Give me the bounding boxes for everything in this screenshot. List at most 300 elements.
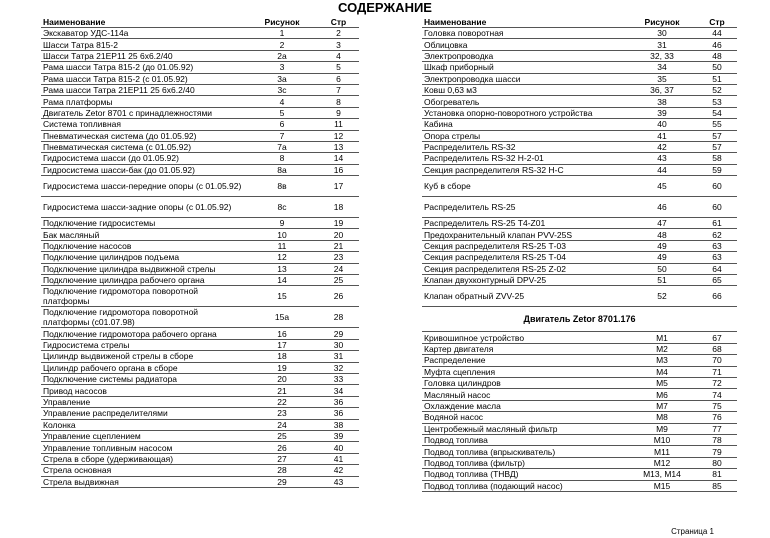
toc-row: [422, 141, 737, 152]
toc-entry-name: Экскаватор УДС-114а: [41, 28, 246, 39]
toc-row: [422, 62, 737, 73]
toc-entry-figure: 42: [627, 141, 697, 152]
toc-entry-page: 71: [697, 366, 737, 377]
toc-entry-page: 66: [697, 286, 737, 307]
toc-row: [41, 73, 359, 84]
toc-row: [422, 197, 737, 218]
toc-entry-name: Клапан двухконтурный DPV-25: [422, 275, 627, 286]
toc-entry-page: 63: [697, 240, 737, 251]
toc-entry-figure: 26: [246, 442, 318, 453]
toc-row: [41, 419, 359, 430]
toc-row: [422, 252, 737, 263]
toc-entry-figure: M10: [627, 434, 697, 445]
toc-entry-figure: 40: [627, 119, 697, 130]
toc-entry-name: Установка опорно-поворотного устройства: [422, 107, 627, 118]
toc-entry-page: 9: [318, 107, 359, 118]
toc-entry-page: 81: [697, 469, 737, 480]
toc-entry-name: Шкаф приборный: [422, 62, 627, 73]
toc-entry-figure: 27: [246, 453, 318, 464]
toc-row: [41, 328, 359, 339]
toc-entry-figure: M1: [627, 332, 697, 343]
toc-row: [41, 62, 359, 73]
toc-entry-name: Пневматическая система (с 01.05.92): [41, 141, 246, 152]
toc-entry-page: 68: [697, 343, 737, 354]
toc-entry-name: Подвод топлива (ТНВД): [422, 469, 627, 480]
header-name: Наименование: [41, 16, 246, 28]
toc-entry-name: Кабина: [422, 119, 627, 130]
toc-entry-figure: M11: [627, 446, 697, 457]
toc-entry-name: Подключение цилиндра рабочего органа: [41, 275, 246, 286]
toc-entry-page: 70: [697, 355, 737, 366]
toc-entry-figure: 30: [627, 28, 697, 39]
toc-entry-figure: 22: [246, 396, 318, 407]
toc-entry-page: 67: [697, 332, 737, 343]
toc-entry-figure: 13: [246, 263, 318, 274]
toc-row: [41, 307, 359, 328]
toc-entry-figure: 44: [627, 164, 697, 175]
toc-entry-name: Охлаждение масла: [422, 400, 627, 411]
toc-row: [422, 119, 737, 130]
toc-entry-figure: M13, M14: [627, 469, 697, 480]
toc-row: [422, 389, 737, 400]
toc-entry-name: Масляный насос: [422, 389, 627, 400]
toc-entry-figure: 23: [246, 408, 318, 419]
toc-entry-page: 25: [318, 275, 359, 286]
toc-entry-figure: 15: [246, 286, 318, 307]
toc-entry-name: Гидросистема стрелы: [41, 339, 246, 350]
toc-entry-figure: 20: [246, 373, 318, 384]
toc-row: [41, 84, 359, 95]
toc-table-left: [41, 16, 359, 488]
toc-entry-page: 75: [697, 400, 737, 411]
toc-entry-name: Рама шасси Татра 815-2 (до 01.05.92): [41, 62, 246, 73]
toc-row: [422, 275, 737, 286]
toc-entry-figure: 3с: [246, 84, 318, 95]
toc-row: [41, 28, 359, 39]
toc-entry-figure: 49: [627, 252, 697, 263]
toc-entry-figure: 11: [246, 240, 318, 251]
toc-entry-page: 65: [697, 275, 737, 286]
toc-row: [41, 263, 359, 274]
toc-entry-page: 53: [697, 96, 737, 107]
toc-entry-figure: M8: [627, 412, 697, 423]
toc-entry-name: Цилиндр выдвиженой стрелы в сборе: [41, 351, 246, 362]
toc-entry-page: 38: [318, 419, 359, 430]
toc-entry-page: 2: [318, 28, 359, 39]
toc-entry-name: Управление распределителями: [41, 408, 246, 419]
toc-entry-name: Подвод топлива (впрыскиватель): [422, 446, 627, 457]
toc-row: [422, 423, 737, 434]
toc-entry-page: 4: [318, 50, 359, 61]
toc-entry-figure: 3: [246, 62, 318, 73]
toc-row: [41, 119, 359, 130]
toc-row: [422, 355, 737, 366]
toc-entry-name: Система топливная: [41, 119, 246, 130]
toc-entry-page: 78: [697, 434, 737, 445]
toc-entry-figure: 50: [627, 263, 697, 274]
toc-entry-name: Двигатель Zetor 8701 с принадлежностями: [41, 107, 246, 118]
toc-entry-name: Кривошипное устройство: [422, 332, 627, 343]
toc-entry-figure: 43: [627, 153, 697, 164]
header-row: [422, 16, 737, 28]
toc-entry-page: 6: [318, 73, 359, 84]
toc-entry-page: 12: [318, 130, 359, 141]
toc-row: [422, 240, 737, 251]
toc-row: [41, 362, 359, 373]
toc-row: [422, 28, 737, 39]
toc-entry-name: Обогреватель: [422, 96, 627, 107]
toc-entry-page: 63: [697, 252, 737, 263]
toc-entry-page: 80: [697, 457, 737, 468]
toc-row: [422, 153, 737, 164]
toc-entry-name: Секция распределителя RS-25 Т-03: [422, 240, 627, 251]
toc-entry-page: 8: [318, 96, 359, 107]
toc-entry-name: Подключение цилиндра выдвижной стрелы: [41, 263, 246, 274]
toc-entry-page: 17: [318, 176, 359, 197]
toc-entry-figure: M15: [627, 480, 697, 491]
toc-row: [41, 229, 359, 240]
toc-row: [41, 176, 359, 197]
toc-entry-figure: M6: [627, 389, 697, 400]
toc-row: [422, 107, 737, 118]
toc-entry-figure: 9: [246, 218, 318, 229]
toc-entry-figure: 24: [246, 419, 318, 430]
toc-entry-name: Бак масляный: [41, 229, 246, 240]
toc-entry-page: 54: [697, 107, 737, 118]
toc-entry-page: 61: [697, 218, 737, 229]
toc-entry-figure: 12: [246, 252, 318, 263]
toc-row: [41, 286, 359, 307]
toc-row: [41, 396, 359, 407]
toc-entry-name: Подключение насосов: [41, 240, 246, 251]
toc-entry-figure: 8с: [246, 197, 318, 218]
toc-entry-page: 60: [697, 176, 737, 197]
toc-entry-figure: M3: [627, 355, 697, 366]
page-title: СОДЕРЖАНИЕ: [338, 0, 432, 15]
toc-entry-figure: 28: [246, 465, 318, 476]
toc-row: [41, 385, 359, 396]
toc-entry-page: 23: [318, 252, 359, 263]
toc-row: [422, 469, 737, 480]
toc-entry-figure: 21: [246, 385, 318, 396]
toc-entry-page: 60: [697, 197, 737, 218]
toc-entry-page: 33: [318, 373, 359, 384]
toc-entry-name: Управление топливным насосом: [41, 442, 246, 453]
toc-row: [422, 164, 737, 175]
toc-entry-name: Стрела основная: [41, 465, 246, 476]
toc-table-right: [422, 16, 737, 492]
toc-row: [422, 446, 737, 457]
toc-row: [422, 39, 737, 50]
toc-entry-name: Секция распределителя RS-25 Z-02: [422, 263, 627, 274]
toc-entry-figure: 8в: [246, 176, 318, 197]
header-figure: Рисунок: [246, 16, 318, 28]
toc-row: [422, 434, 737, 445]
toc-entry-name: Подвод топлива (фильтр): [422, 457, 627, 468]
toc-entry-figure: 45: [627, 176, 697, 197]
toc-entry-figure: 17: [246, 339, 318, 350]
toc-entry-name: Подключение цилиндров подъема: [41, 252, 246, 263]
toc-entry-page: 55: [697, 119, 737, 130]
toc-entry-figure: 14: [246, 275, 318, 286]
toc-entry-name: Картер двигателя: [422, 343, 627, 354]
toc-row: [422, 229, 737, 240]
toc-entry-name: Управление сцеплением: [41, 430, 246, 441]
toc-row: [41, 164, 359, 175]
toc-row: [422, 400, 737, 411]
header-name: Наименование: [422, 16, 627, 28]
toc-entry-page: 44: [697, 28, 737, 39]
toc-entry-page: 62: [697, 229, 737, 240]
toc-row: [41, 197, 359, 218]
toc-entry-page: 39: [318, 430, 359, 441]
toc-entry-figure: 7: [246, 130, 318, 141]
toc-row: [422, 130, 737, 141]
toc-entry-page: 29: [318, 328, 359, 339]
toc-entry-page: 50: [697, 62, 737, 73]
section-heading-row: [422, 307, 737, 332]
toc-entry-name: Подключение системы радиатора: [41, 373, 246, 384]
toc-entry-figure: 16: [246, 328, 318, 339]
toc-entry-name: Цилиндр рабочего органа в сборе: [41, 362, 246, 373]
toc-entry-figure: 4: [246, 96, 318, 107]
toc-entry-name: Центробежный масляный фильтр: [422, 423, 627, 434]
toc-entry-figure: 36, 37: [627, 84, 697, 95]
toc-entry-page: 14: [318, 153, 359, 164]
toc-entry-page: 57: [697, 130, 737, 141]
toc-entry-name: Распределитель RS-32 Н-2-01: [422, 153, 627, 164]
toc-entry-name: Шасси Татра 21ЕР11 25 6х6.2/40: [41, 50, 246, 61]
toc-entry-page: 58: [697, 153, 737, 164]
toc-entry-figure: 10: [246, 229, 318, 240]
toc-entry-name: Гидросистема шасси (до 01.05.92): [41, 153, 246, 164]
toc-entry-name: Колонка: [41, 419, 246, 430]
toc-row: [422, 218, 737, 229]
toc-row: [41, 218, 359, 229]
toc-entry-page: 5: [318, 62, 359, 73]
toc-entry-name: Облицовка: [422, 39, 627, 50]
toc-entry-name: Подключение гидромотора поворотной платформы (с01.07.98): [41, 307, 246, 328]
toc-row: [41, 141, 359, 152]
toc-entry-figure: 51: [627, 275, 697, 286]
toc-row: [41, 275, 359, 286]
toc-entry-name: Гидросистема шасси-задние опоры (с 01.05.92): [41, 197, 246, 218]
toc-row: [422, 50, 737, 61]
toc-entry-page: 36: [318, 396, 359, 407]
header-row: [41, 16, 359, 28]
toc-entry-page: 42: [318, 465, 359, 476]
toc-entry-name: Распределение: [422, 355, 627, 366]
toc-entry-name: Подключение гидромотора рабочего органа: [41, 328, 246, 339]
toc-row: [41, 442, 359, 453]
toc-entry-page: 31: [318, 351, 359, 362]
toc-entry-figure: M9: [627, 423, 697, 434]
toc-entry-name: Распределитель RS-25: [422, 197, 627, 218]
toc-row: [422, 84, 737, 95]
toc-entry-page: 77: [697, 423, 737, 434]
toc-entry-figure: 2: [246, 39, 318, 50]
toc-entry-page: 16: [318, 164, 359, 175]
toc-entry-figure: M12: [627, 457, 697, 468]
toc-entry-page: 79: [697, 446, 737, 457]
toc-entry-name: Электропроводка шасси: [422, 73, 627, 84]
toc-entry-page: 21: [318, 240, 359, 251]
toc-entry-figure: M7: [627, 400, 697, 411]
toc-entry-figure: M2: [627, 343, 697, 354]
toc-row: [41, 153, 359, 164]
toc-entry-name: Подвод топлива (подающий насос): [422, 480, 627, 491]
toc-entry-page: 46: [697, 39, 737, 50]
toc-entry-page: 30: [318, 339, 359, 350]
toc-entry-page: 3: [318, 39, 359, 50]
toc-entry-page: 72: [697, 377, 737, 388]
header-figure: Рисунок: [627, 16, 697, 28]
toc-row: [422, 412, 737, 423]
toc-row: [422, 286, 737, 307]
page-footer: Страница 1: [671, 527, 714, 536]
toc-entry-figure: 3а: [246, 73, 318, 84]
toc-row: [41, 96, 359, 107]
toc-entry-name: Распределитель RS-25 Т4-Z01: [422, 218, 627, 229]
toc-entry-figure: 15а: [246, 307, 318, 328]
toc-entry-page: 28: [318, 307, 359, 328]
toc-entry-name: Клапан обратный ZVV-25: [422, 286, 627, 307]
toc-entry-figure: 7а: [246, 141, 318, 152]
toc-row: [41, 107, 359, 118]
toc-entry-page: 57: [697, 141, 737, 152]
toc-row: [422, 332, 737, 343]
toc-row: [422, 457, 737, 468]
toc-entry-name: Управление: [41, 396, 246, 407]
toc-row: [41, 39, 359, 50]
toc-entry-page: 11: [318, 119, 359, 130]
toc-entry-figure: 49: [627, 240, 697, 251]
toc-entry-figure: 38: [627, 96, 697, 107]
toc-entry-page: 52: [697, 84, 737, 95]
toc-entry-figure: 52: [627, 286, 697, 307]
toc-entry-page: 32: [318, 362, 359, 373]
toc-entry-name: Куб в сборе: [422, 176, 627, 197]
toc-entry-figure: 6: [246, 119, 318, 130]
toc-entry-figure: 2а: [246, 50, 318, 61]
toc-row: [422, 73, 737, 84]
toc-row: [422, 176, 737, 197]
toc-entry-figure: 35: [627, 73, 697, 84]
toc-entry-page: 34: [318, 385, 359, 396]
toc-entry-name: Секция распределителя RS-32 Н-С: [422, 164, 627, 175]
toc-entry-name: Шасси Татра 815-2: [41, 39, 246, 50]
toc-entry-name: Гидросистема шасси-передние опоры (с 01.05.92): [41, 176, 246, 197]
toc-entry-page: 7: [318, 84, 359, 95]
toc-entry-figure: 8: [246, 153, 318, 164]
toc-entry-name: Подвод топлива: [422, 434, 627, 445]
toc-entry-figure: 41: [627, 130, 697, 141]
toc-row: [41, 373, 359, 384]
toc-entry-name: Рама платформы: [41, 96, 246, 107]
toc-entry-page: 48: [697, 50, 737, 61]
toc-row: [41, 465, 359, 476]
section-heading: Двигатель Zetor 8701.176: [422, 307, 737, 332]
toc-entry-name: Водяной насос: [422, 412, 627, 423]
toc-entry-page: 40: [318, 442, 359, 453]
toc-entry-figure: 29: [246, 476, 318, 487]
toc-entry-page: 41: [318, 453, 359, 464]
toc-entry-figure: 31: [627, 39, 697, 50]
toc-entry-name: Подключение гидросистемы: [41, 218, 246, 229]
toc-entry-page: 18: [318, 197, 359, 218]
toc-row: [41, 453, 359, 464]
toc-row: [41, 252, 359, 263]
toc-row: [41, 130, 359, 141]
toc-entry-figure: 18: [246, 351, 318, 362]
header-page: Стр: [697, 16, 737, 28]
toc-row: [41, 351, 359, 362]
toc-entry-page: 36: [318, 408, 359, 419]
toc-row: [422, 377, 737, 388]
toc-entry-page: 74: [697, 389, 737, 400]
toc-entry-figure: 32, 33: [627, 50, 697, 61]
toc-entry-name: Ковш 0,63 м3: [422, 84, 627, 95]
toc-entry-figure: 39: [627, 107, 697, 118]
toc-entry-figure: 19: [246, 362, 318, 373]
toc-entry-page: 51: [697, 73, 737, 84]
toc-entry-name: Рама шасси Татра 21ЕР11 25 6х6.2/40: [41, 84, 246, 95]
toc-entry-figure: 25: [246, 430, 318, 441]
toc-entry-name: Опора стрелы: [422, 130, 627, 141]
toc-entry-figure: 5: [246, 107, 318, 118]
toc-entry-figure: 48: [627, 229, 697, 240]
toc-entry-name: Рама шасси Татра 815-2 (с 01.05.92): [41, 73, 246, 84]
toc-entry-figure: 47: [627, 218, 697, 229]
toc-row: [422, 263, 737, 274]
header-page: Стр: [318, 16, 359, 28]
toc-entry-name: Предохранительный клапан PVV-25S: [422, 229, 627, 240]
toc-entry-name: Подключение гидромотора поворотной платформы: [41, 286, 246, 307]
toc-entry-name: Стрела выдвижная: [41, 476, 246, 487]
toc-row: [422, 96, 737, 107]
toc-entry-name: Распределитель RS-32: [422, 141, 627, 152]
toc-row: [41, 50, 359, 61]
toc-entry-name: Головка поворотная: [422, 28, 627, 39]
toc-entry-figure: 1: [246, 28, 318, 39]
toc-row: [422, 480, 737, 491]
toc-row: [41, 408, 359, 419]
toc-row: [422, 366, 737, 377]
toc-entry-figure: 46: [627, 197, 697, 218]
toc-entry-name: Пневматическая система (до 01.05.92): [41, 130, 246, 141]
toc-entry-page: 26: [318, 286, 359, 307]
toc-row: [41, 240, 359, 251]
toc-entry-page: 64: [697, 263, 737, 274]
toc-entry-figure: 34: [627, 62, 697, 73]
toc-entry-figure: M4: [627, 366, 697, 377]
toc-entry-page: 24: [318, 263, 359, 274]
toc-entry-page: 43: [318, 476, 359, 487]
toc-row: [41, 430, 359, 441]
toc-entry-name: Гидросистема шасси-бак (до 01.05.92): [41, 164, 246, 175]
toc-entry-page: 19: [318, 218, 359, 229]
toc-entry-page: 20: [318, 229, 359, 240]
toc-entry-name: Стрела в сборе (удерживающая): [41, 453, 246, 464]
toc-entry-name: Привод насосов: [41, 385, 246, 396]
toc-entry-page: 13: [318, 141, 359, 152]
toc-row: [41, 476, 359, 487]
toc-entry-name: Секция распределителя RS-25 Т-04: [422, 252, 627, 263]
toc-entry-page: 76: [697, 412, 737, 423]
toc-entry-name: Муфта сцепления: [422, 366, 627, 377]
toc-entry-name: Головка цилиндров: [422, 377, 627, 388]
toc-row: [41, 339, 359, 350]
